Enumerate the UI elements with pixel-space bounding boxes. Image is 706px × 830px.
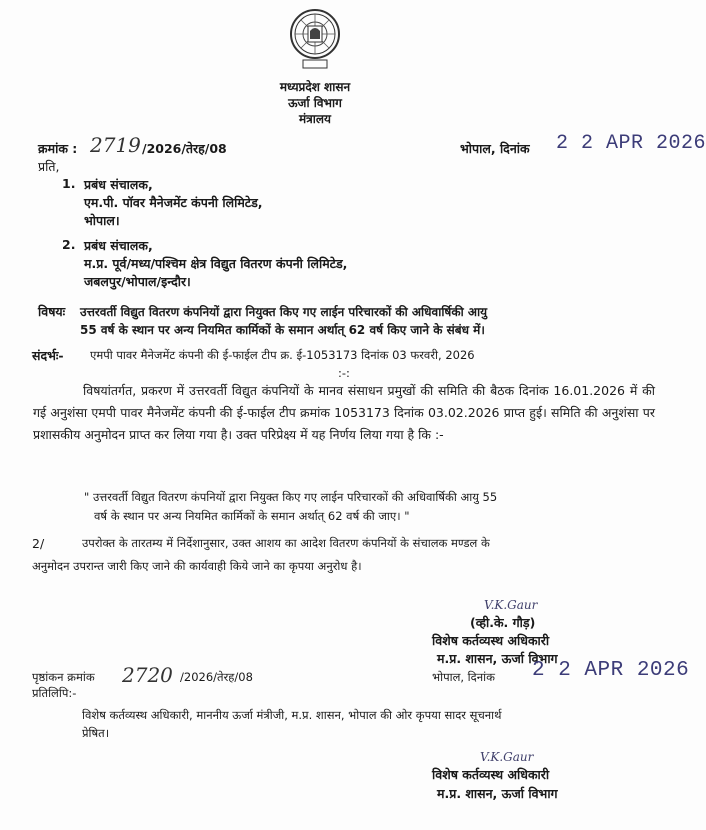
endorsement-suffix: /2026/तेरह/08 xyxy=(180,670,253,684)
ref-prefix: क्रमांक : xyxy=(38,141,78,156)
body-paragraph-1: विषयांतर्गत, प्रकरण में उत्तरवर्ती विद्युत कंपनियों के मानव संसाधन प्रमुखों की समिति की बैठक दिनांक 16.01.2026 में की गई अनुशंसा एमपी पावर मैनेजमेंट कंपनी की ई-फाईल टीप क्रमांक 1053173 दिनांक 03.02.2026 प्राप्त हुई। समिति की अनुशंसा पर प्रशासकीय अनुमोदन प्राप्त कर लिया गया है। उक्त परिप्रेक्ष्य में यह निर्णय लिया गया है कि :- xyxy=(33,383,655,442)
endorsement-number: 2720 xyxy=(122,663,173,687)
date-label: भोपाल, दिनांक xyxy=(460,141,530,156)
addressee-1-line1: प्रबंध संचालक, xyxy=(84,177,153,192)
addressee-2-line3: जबलपुर/भोपाल/इन्दौर। xyxy=(84,274,191,289)
signatory-designation-2: विशेष कर्तव्यस्थ अधिकारी xyxy=(432,767,550,782)
subject-line1: उत्तरवर्ती विद्युत वितरण कंपनियों द्वारा नियुक्त किए गए लाईन परिचारकों की अधिवार्षिकी आयु xyxy=(80,305,488,319)
reference-text: एमपी पावर मैनेजमेंट कंपनी की ई-फाईल टीप क्र. ई-1053173 दिनांक 03 फरवरी, 2026 xyxy=(90,348,475,362)
copy-line1: विशेष कर्तव्यस्थ अधिकारी, माननीय ऊर्जा मंत्रीजी, म.प्र. शासन, भोपाल की ओर कृपया सादर सूचनार्थ xyxy=(82,708,502,722)
signatory-dept-1: म.प्र. शासन, ऊर्जा विभाग xyxy=(437,651,558,666)
signature-scribble-1: V.K.Gaur xyxy=(484,598,538,612)
department-name: ऊर्जा विभाग xyxy=(288,96,342,110)
signatory-name: (व्ही.के. गौड़) xyxy=(470,615,536,630)
subject-line2: 55 वर्ष के स्थान पर अन्य नियमित कार्मिकों के समान अर्थात् 62 वर्ष किए जाने के संबंध में। xyxy=(80,323,485,337)
signatory-designation-1: विशेष कर्तव्यस्थ अधिकारी xyxy=(432,633,550,648)
govt-name: मध्यप्रदेश शासन xyxy=(279,80,351,94)
mp-emblem-icon xyxy=(289,6,341,72)
subject-label: विषयः xyxy=(38,304,66,319)
paragraph-2-line1: उपरोक्त के तारतम्य में निर्देशानुसार, उक्त आशय का आदेश वितरण कंपनियों के संचालक मण्डल के xyxy=(82,536,490,550)
paragraph-2-line2: अनुमोदन उपरान्त जारी किए जाने की कार्यवाही किये जाने का कृपया अनुरोध है। xyxy=(32,559,362,573)
addressee-2-number: 2. xyxy=(62,237,76,252)
addressee-1-number: 1. xyxy=(62,176,76,191)
to-label: प्रति, xyxy=(38,159,60,174)
copy-label: प्रतिलिपि:- xyxy=(32,686,77,700)
copy-line2: प्रेषित। xyxy=(82,726,110,740)
addressee-2-line2: म.प्र. पूर्व/मध्य/पश्चिम क्षेत्र विद्युत वितरण कंपनी लिमिटेड, xyxy=(84,256,348,271)
endorsement-prefix: पृष्ठांकन क्रमांक xyxy=(32,670,95,684)
ministry-label: मंत्रालय xyxy=(298,112,331,126)
paragraph-2-number: 2/ xyxy=(32,536,45,551)
signatory-dept-2: म.प्र. शासन, ऊर्जा विभाग xyxy=(437,786,558,801)
endorsement-date-label: भोपाल, दिनांक xyxy=(432,670,495,684)
date-stamp: 2 2 APR 2026 xyxy=(556,132,706,155)
ref-number: 2719 xyxy=(90,133,141,157)
reference-label: संदर्भः- xyxy=(32,348,64,363)
endorsement-date-stamp: 2 2 APR 2026 xyxy=(532,659,690,682)
reference-divider: :-: xyxy=(338,366,350,380)
signature-scribble-2: V.K.Gaur xyxy=(480,750,534,764)
addressee-1-line3: भोपाल। xyxy=(84,213,120,228)
addressee-1-line2: एम.पी. पॉवर मैनेजमेंट कंपनी लिमिटेड, xyxy=(84,195,263,210)
decision-quote-line2: वर्ष के स्थान पर अन्य नियमित कार्मिकों के समान अर्थात् 62 वर्ष की जाए। " xyxy=(94,509,410,523)
ref-suffix: /2026/तेरह/08 xyxy=(142,141,227,156)
decision-quote-line1: " उत्तरवर्ती विद्युत वितरण कंपनियों द्वारा नियुक्त किए गए लाईन परिचारकों की अधिवार्षिकी आयु 55 xyxy=(84,490,498,504)
addressee-2-line1: प्रबंध संचालक, xyxy=(84,238,153,253)
